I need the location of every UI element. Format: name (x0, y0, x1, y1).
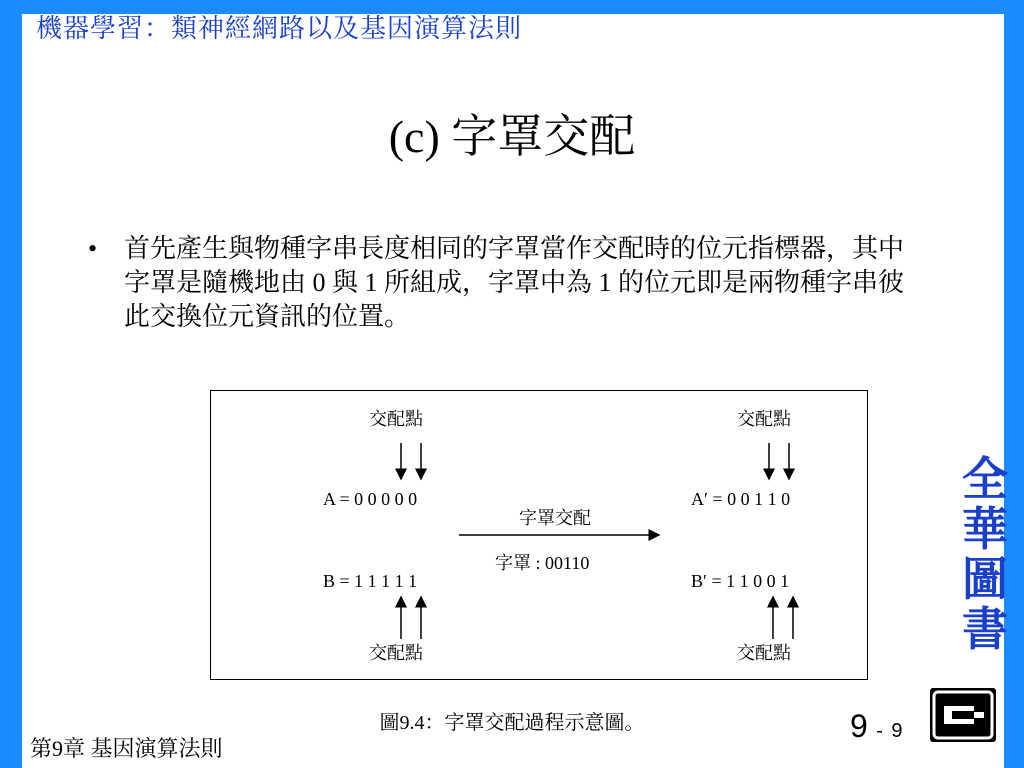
chapter-badge-svg (930, 688, 996, 742)
parent-b-string: B = 1 1 1 1 1 (323, 571, 418, 591)
crossover-diagram-svg (211, 391, 869, 681)
logo-char: 書 (962, 602, 1008, 656)
operation-label: 字罩交配 (519, 508, 591, 528)
crossover-point-label-top-right: 交配點 (737, 409, 791, 429)
page-major: 9 (850, 708, 868, 744)
logo-char: 全 (962, 452, 1008, 506)
crossover-point-label-top-left: 交配點 (369, 409, 423, 429)
book-title-header: 機器學習：類神經網路以及基因演算法則 (36, 14, 523, 43)
mask-label: 字罩 : 00110 (495, 553, 590, 573)
logo-char: 華 (962, 502, 1008, 556)
bullet-paragraph (88, 232, 918, 334)
page-number (850, 708, 903, 745)
chapter-footer: 第9章 基因演算法則 (30, 736, 223, 761)
child-a-string: A′ = 0 0 1 1 0 (691, 489, 791, 509)
chapter-badge-icon (930, 688, 996, 742)
publisher-logo (956, 454, 1014, 654)
crossover-point-label-bottom-left: 交配點 (369, 643, 423, 663)
parent-a-string: A = 0 0 0 0 0 (323, 489, 418, 509)
slide-title: (c) 字罩交配 (388, 111, 636, 162)
page-minor: 9 (891, 720, 903, 742)
child-b-string: B′ = 1 1 0 0 1 (691, 571, 790, 591)
bullet-icon: • (88, 234, 98, 263)
figure-caption: 圖9.4：字罩交配過程示意圖。 (379, 712, 645, 734)
page-separator: - (876, 720, 883, 742)
logo-char: 圖 (962, 552, 1008, 606)
crossover-diagram (210, 390, 868, 680)
crossover-point-label-bottom-right: 交配點 (737, 643, 791, 663)
bullet-text: 首先產生與物種字串長度相同的字罩當作交配時的位元指標器，其中字罩是隨機地由 0 與 1 所組成，字罩中為 1 的位元即是兩物種字串彼此交換位元資訊的位置。 (124, 234, 905, 331)
